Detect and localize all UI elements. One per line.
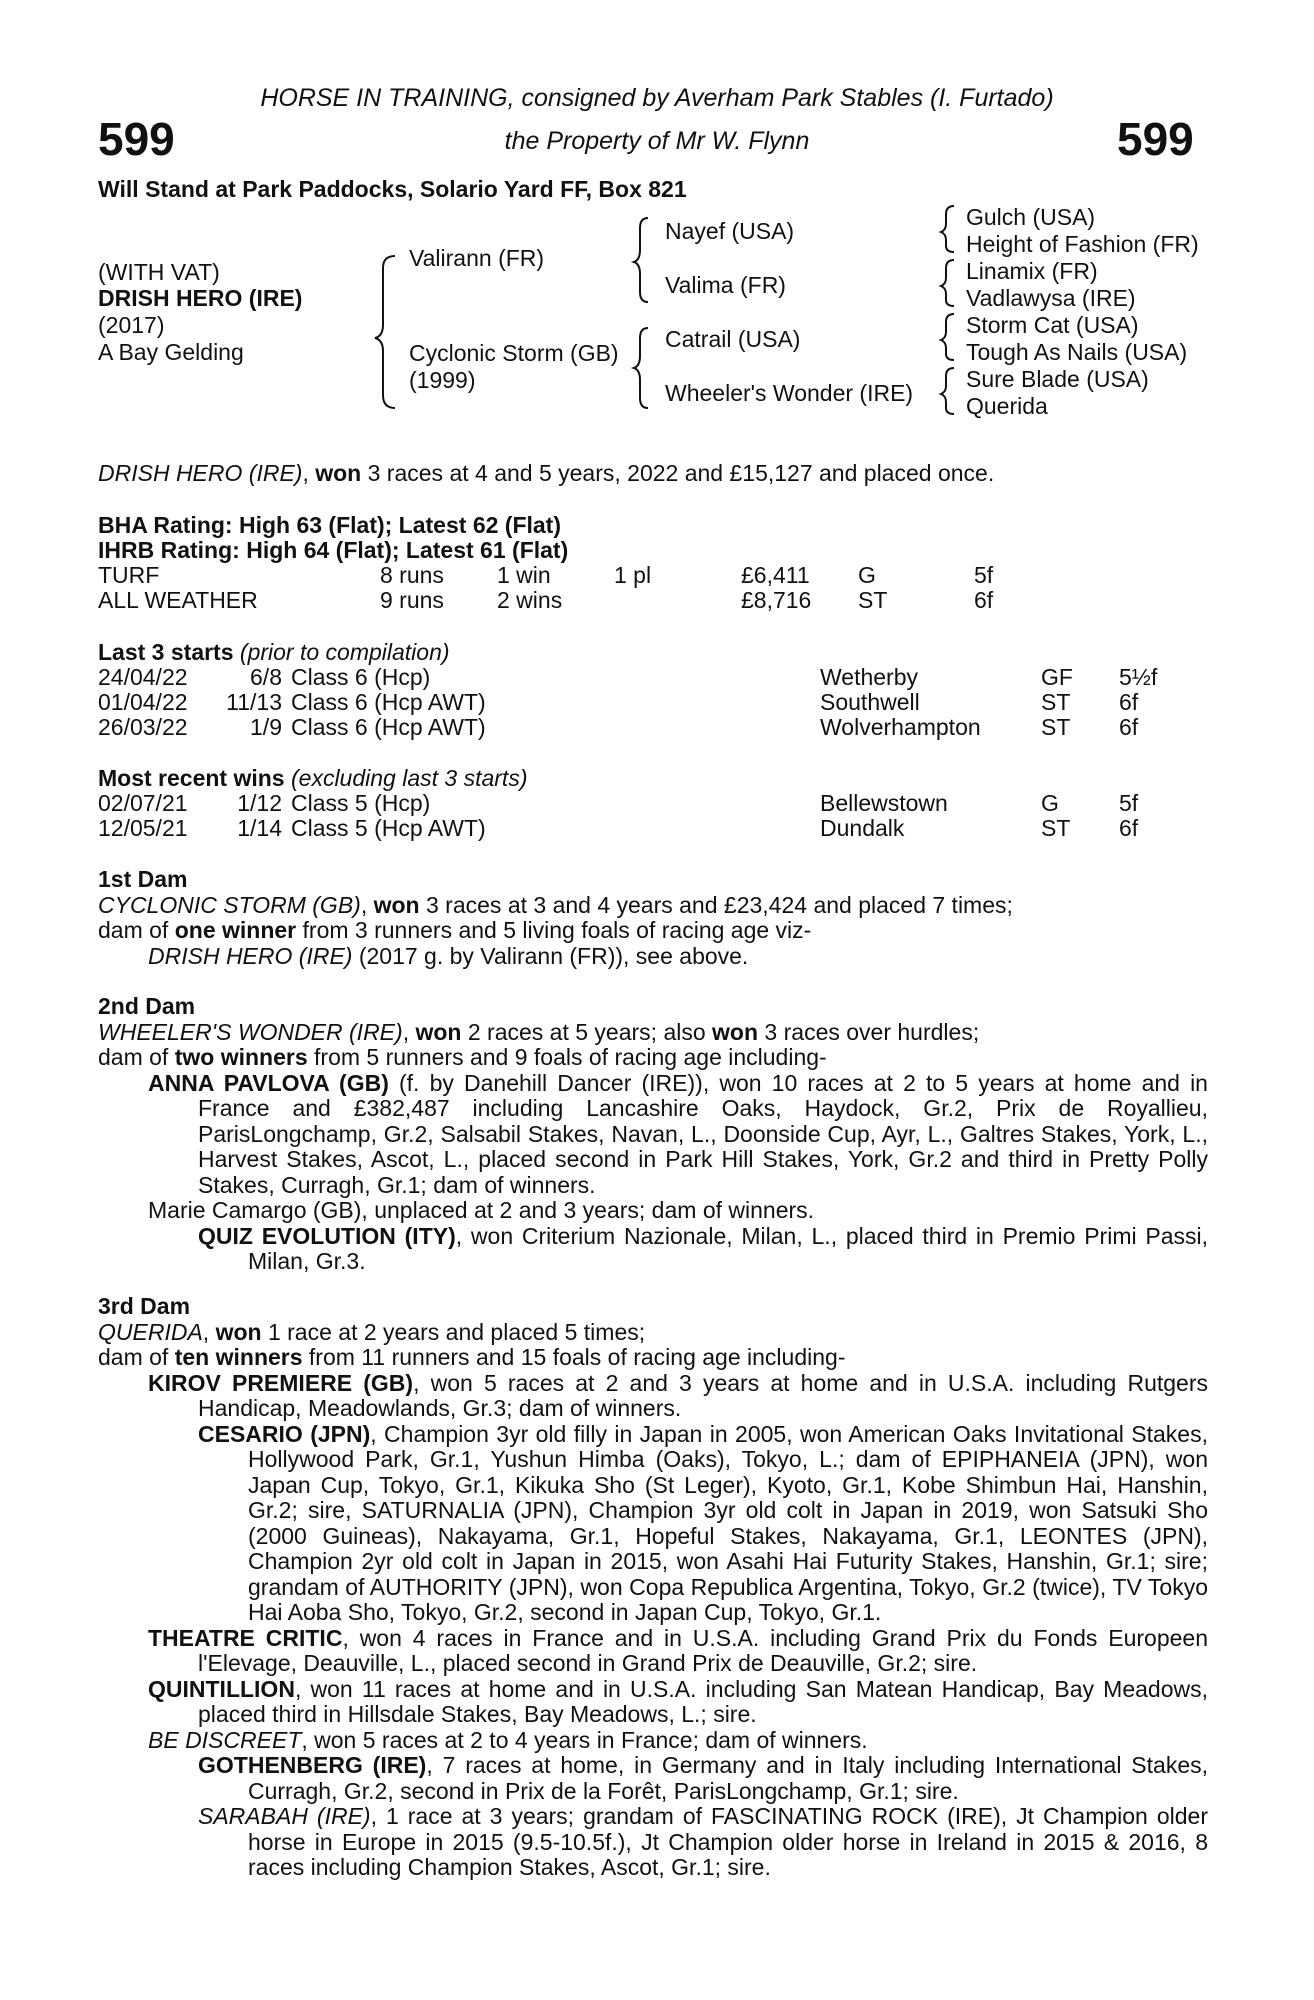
last-starts-heading xyxy=(98,639,450,666)
first-dam-foal-name: DRISH HERO (IRE) xyxy=(148,942,353,969)
aw-going: ST xyxy=(858,587,888,613)
start-2-course: Southwell xyxy=(820,689,920,715)
aw-prize: £8,716 xyxy=(741,587,812,613)
second-dam-mid: 2 races at 5 years; also xyxy=(461,1018,713,1045)
bha-rating: BHA Rating: High 63 (Flat); Latest 62 (Flat) xyxy=(98,512,561,538)
cesario-entry xyxy=(98,1422,1208,1626)
second-dam-heading: 2nd Dam xyxy=(98,993,196,1019)
quiz-evolution-text: , won Criterium Nazionale, Milan, L., placed third in Premio Primi Passi, Milan, Gr.3. xyxy=(248,1222,1208,1274)
first-dam-heading: 1st Dam xyxy=(98,866,188,892)
lot-number-left: 599 xyxy=(98,113,175,165)
second-dam-rest: 3 races over hurdles; xyxy=(758,1018,980,1045)
third-dam-record: QUERIDA, won 1 race at 2 years and placed 5 times; xyxy=(98,1318,646,1345)
stand-location: Will Stand at Park Paddocks, Solario Yard FF, Box 821 xyxy=(98,176,687,202)
start-1-position: 6/8 xyxy=(250,664,282,690)
second-dam-produce-a: dam of xyxy=(98,1044,175,1070)
second-dam-winners: two winners xyxy=(174,1044,308,1070)
pedigree-gen3-5: Storm Cat (USA) xyxy=(966,312,1139,338)
last-starts-title: Last 3 starts xyxy=(98,639,234,665)
pedigree-gen3-3: Linamix (FR) xyxy=(966,258,1098,284)
aw-wins: 2 wins xyxy=(497,587,563,613)
second-dam-name: WHEELER'S WONDER (IRE) xyxy=(98,1018,403,1045)
pedigree-sire-sire: Nayef (USA) xyxy=(665,218,795,244)
first-dam-foal-text: (2017 g. by Valirann (FR)), see above. xyxy=(352,942,749,969)
win-2-going: ST xyxy=(1041,815,1071,841)
start-2-race: Class 6 (Hcp AWT) xyxy=(291,689,486,715)
pedigree-dam-year: (1999) xyxy=(409,367,476,393)
start-3-going: ST xyxy=(1041,714,1071,740)
win-2-race: Class 5 (Hcp AWT) xyxy=(291,815,486,841)
property-line: the Property of Mr W. Flynn xyxy=(504,127,810,155)
quintillion-name: QUINTILLION xyxy=(148,1675,295,1702)
quintillion-text: , won 11 races at home and in U.S.A. including San Matean Handicap, Bay Meadows, placed third in Hillsdale Stakes, Bay Meadows, L.; sire. xyxy=(198,1675,1208,1727)
third-dam-produce-a: dam of xyxy=(98,1344,175,1370)
kirov-premiere-name: KIROV PREMIERE (GB) xyxy=(148,1369,414,1396)
cesario-name: CESARIO (JPN) xyxy=(198,1420,371,1447)
win-1-course: Bellewstown xyxy=(820,790,948,816)
summary-text: 3 races at 4 and 5 years, 2022 and £15,127 and placed once. xyxy=(361,460,995,486)
summary-won: won xyxy=(315,460,362,486)
second-dam-section xyxy=(98,994,1208,1275)
first-dam-section xyxy=(98,867,1208,969)
third-dam-rest: 1 race at 2 years and placed 5 times; xyxy=(261,1318,646,1345)
kirov-premiere-entry xyxy=(98,1371,1208,1422)
horse-description: A Bay Gelding xyxy=(98,339,244,365)
third-dam-produce-c: from 11 runners and 15 foals of racing age including- xyxy=(302,1344,846,1370)
turf-going: G xyxy=(858,562,876,588)
second-dam-record: WHEELER'S WONDER (IRE), won 2 races at 5 years; also won 3 races over hurdles; xyxy=(98,1018,980,1045)
pedigree-gen3-1: Gulch (USA) xyxy=(966,204,1096,230)
second-dam-produce-c: from 5 runners and 9 foals of racing age including- xyxy=(307,1044,827,1070)
recent-wins-heading xyxy=(98,765,527,792)
gothenberg-text: , 7 races at home, in Germany and in Italy including International Stakes, Curragh, Gr.2, second in Prix de la Forêt, ParisLongchamp, Gr.1; sire. xyxy=(248,1752,1209,1804)
anna-pavlova-name: ANNA PAVLOVA (GB) xyxy=(148,1069,389,1096)
gothenberg-name: GOTHENBERG (IRE) xyxy=(198,1752,427,1778)
start-1-going: GF xyxy=(1041,664,1073,690)
first-dam-produce-a: dam of xyxy=(98,917,175,943)
third-dam-produce xyxy=(98,1345,1208,1371)
theatre-critic-entry xyxy=(98,1626,1208,1677)
start-3-position: 1/9 xyxy=(250,714,282,740)
pedigree-gen3-8: Querida xyxy=(966,393,1048,419)
turf-placed: 1 pl xyxy=(614,562,652,588)
be-discreet-text: , won 5 races at 2 to 4 years in France; dam of winners. xyxy=(301,1726,868,1753)
theatre-critic-name: THEATRE CRITIC xyxy=(148,1624,343,1651)
be-discreet-name: BE DISCREET xyxy=(148,1726,302,1753)
ihrb-rating: IHRB Rating: High 64 (Flat); Latest 61 (Flat) xyxy=(98,537,569,563)
anna-pavlova-text: (f. by Danehill Dancer (IRE)), won 10 races at 2 to 5 years at home and in France and £382,487 including Lancashire Oaks, Haydock, Gr.2, Prix de Royallieu, ParisLongchamp, Gr.2, Salsabil Stakes, Navan, L., Doonside Cup, Ayr, L., Galtres Stakes, York, L., Harvest Stakes, Ascot, L., placed second in Park Hill Stakes, York, Gr.2 and third in Pretty Polly Stakes, Curragh, Gr.1; dam of winners. xyxy=(198,1069,1208,1198)
pedigree-gen3-6: Tough As Nails (USA) xyxy=(966,339,1188,365)
race-summary: DRISH HERO (IRE), won 3 races at 4 and 5 years, 2022 and £15,127 and placed once. xyxy=(98,460,995,486)
win-1-position: 1/12 xyxy=(237,790,282,816)
aw-surface: ALL WEATHER xyxy=(98,587,258,613)
start-3-date: 26/03/22 xyxy=(98,714,188,740)
first-dam-produce xyxy=(98,918,1208,944)
sarabah-name: SARABAH (IRE) xyxy=(198,1803,371,1829)
first-dam-name: CYCLONIC STORM (GB) xyxy=(98,891,361,918)
recent-wins-note: (excluding last 3 starts) xyxy=(291,765,528,791)
first-dam-record: CYCLONIC STORM (GB), won 3 races at 3 and 4 years and £23,424 and placed 7 times; xyxy=(98,891,1013,918)
turf-wins: 1 win xyxy=(497,562,551,588)
first-dam-record-text: 3 races at 3 and 4 years and £23,424 and placed 7 times; xyxy=(419,891,1013,918)
third-dam-name: QUERIDA xyxy=(98,1318,203,1345)
pedigree-gen3-2: Height of Fashion (FR) xyxy=(966,231,1199,257)
quiz-evolution-entry xyxy=(98,1224,1208,1275)
sarabah-entry xyxy=(98,1804,1208,1881)
win-1-date: 02/07/21 xyxy=(98,790,188,816)
turf-prize: £6,411 xyxy=(741,562,810,588)
pedigree-sire-dam: Valima (FR) xyxy=(665,272,786,298)
start-2-distance: 6f xyxy=(1119,689,1139,715)
first-dam-winners: one winner xyxy=(174,917,297,943)
win-1-race: Class 5 (Hcp) xyxy=(291,790,431,816)
start-1-distance: 5½f xyxy=(1119,664,1158,690)
start-3-distance: 6f xyxy=(1119,714,1139,740)
turf-distance: 5f xyxy=(974,562,994,588)
theatre-critic-text: , won 4 races in France and in U.S.A. including Grand Prix du Fonds Europeen l'Elevage, Deauville, L., placed second in Grand Prix de Deauville, Gr.2; sire. xyxy=(198,1624,1208,1676)
win-1-going: G xyxy=(1041,790,1059,816)
win-2-course: Dundalk xyxy=(820,815,905,841)
pedigree-gen3-4: Vadlawysa (IRE) xyxy=(966,285,1136,311)
last-starts-note: (prior to compilation) xyxy=(239,639,450,665)
consignor-line: HORSE IN TRAINING, consigned by Averham Park Stables (I. Furtado) xyxy=(260,84,1054,112)
second-dam-produce xyxy=(98,1045,1208,1071)
pedigree-dam-dam: Wheeler's Wonder (IRE) xyxy=(665,380,914,406)
third-dam-section xyxy=(98,1294,1208,1881)
start-2-date: 01/04/22 xyxy=(98,689,188,715)
horse-year: (2017) xyxy=(98,312,165,338)
sarabah-text: , 1 race at 3 years; grandam of FASCINATING ROCK (IRE), Jt Champion older horse in Europe in 2015 (9.5-10.5f.), Jt Champion older horse in Ireland in 2015 & 2016, 8 races including Champion Stakes, Ascot, Gr.1; sire. xyxy=(248,1803,1208,1880)
win-2-distance: 6f xyxy=(1119,815,1139,841)
second-dam-won: won xyxy=(415,1018,462,1045)
cesario-text: , Champion 3yr old filly in Japan in 2005, won American Oaks Invitational Stakes, Hollywood Park, Gr.1, Yushun Himba (Oaks), Tokyo, L.; dam of EPIPHANEIA (JPN), won Japan Cup, Tokyo, Gr.1, Kikuka Sho (St Leger), Kyoto, Gr.1, Kobe Shimbun Hai, Hanshin, Gr.2; sire, SATURNALIA (JPN), Champion 3yr old colt in Japan in 2019, won Satsuki Sho (2000 Guineas), Nakayama, Gr.1, Hopeful Stakes, Nakayama, Gr.1, LEONTES (JPN), Champion 2yr old colt in Japan in 2015, won Asahi Hai Futurity Stakes, Hanshin, Gr.1; sire; grandam of AUTHORITY (JPN), won Copa Republica Argentina, Tokyo, Gr.2 (twice), TV Tokyo Hai Aoba Sho, Tokyo, Gr.2, second in Japan Cup, Tokyo, Gr.1. xyxy=(248,1420,1208,1625)
vat-note: (WITH VAT) xyxy=(98,259,220,285)
quiz-evolution-name: QUIZ EVOLUTION (ITY) xyxy=(198,1222,456,1249)
first-dam-produce-c: from 3 runners and 5 living foals of racing age viz- xyxy=(296,917,812,943)
aw-distance: 6f xyxy=(974,587,994,613)
first-dam-won: won xyxy=(373,891,420,918)
win-1-distance: 5f xyxy=(1119,790,1139,816)
start-3-course: Wolverhampton xyxy=(820,714,981,740)
turf-surface: TURF xyxy=(98,562,160,588)
horse-name: DRISH HERO (IRE) xyxy=(98,285,303,311)
third-dam-heading: 3rd Dam xyxy=(98,1293,191,1319)
aw-runs: 9 runs xyxy=(380,587,444,613)
third-dam-won: won xyxy=(215,1318,262,1345)
quintillion-entry xyxy=(98,1677,1208,1728)
start-2-position: 11/13 xyxy=(226,689,282,715)
lot-number-right: 599 xyxy=(1117,113,1194,165)
gothenberg-entry xyxy=(98,1753,1208,1804)
first-dam-foal xyxy=(98,944,1208,970)
start-1-course: Wetherby xyxy=(820,664,919,690)
pedigree-sire: Valirann (FR) xyxy=(409,245,545,271)
kirov-premiere-text: , won 5 races at 2 and 3 years at home and in U.S.A. including Rutgers Handicap, Meadowlands, Gr.3; dam of winners. xyxy=(198,1369,1208,1421)
pedigree-dam-sire: Catrail (USA) xyxy=(665,326,801,352)
be-discreet-entry xyxy=(98,1728,1208,1754)
summary-horse-name: DRISH HERO (IRE) xyxy=(98,460,303,486)
third-dam-winners: ten winners xyxy=(174,1344,303,1370)
marie-camargo-entry: Marie Camargo (GB), unplaced at 2 and 3 years; dam of winners. xyxy=(148,1197,815,1223)
recent-wins-title: Most recent wins xyxy=(98,765,285,791)
turf-runs: 8 runs xyxy=(380,562,444,588)
win-2-position: 1/14 xyxy=(237,815,282,841)
pedigree-dam: Cyclonic Storm (GB) xyxy=(409,340,619,366)
anna-pavlova-entry xyxy=(98,1071,1208,1199)
start-3-race: Class 6 (Hcp AWT) xyxy=(291,714,486,740)
start-2-going: ST xyxy=(1041,689,1071,715)
second-dam-won-hurdles: won xyxy=(712,1018,759,1045)
start-1-date: 24/04/22 xyxy=(98,664,188,690)
win-2-date: 12/05/21 xyxy=(98,815,188,841)
pedigree-gen3-7: Sure Blade (USA) xyxy=(966,366,1149,392)
start-1-race: Class 6 (Hcp) xyxy=(291,664,431,690)
